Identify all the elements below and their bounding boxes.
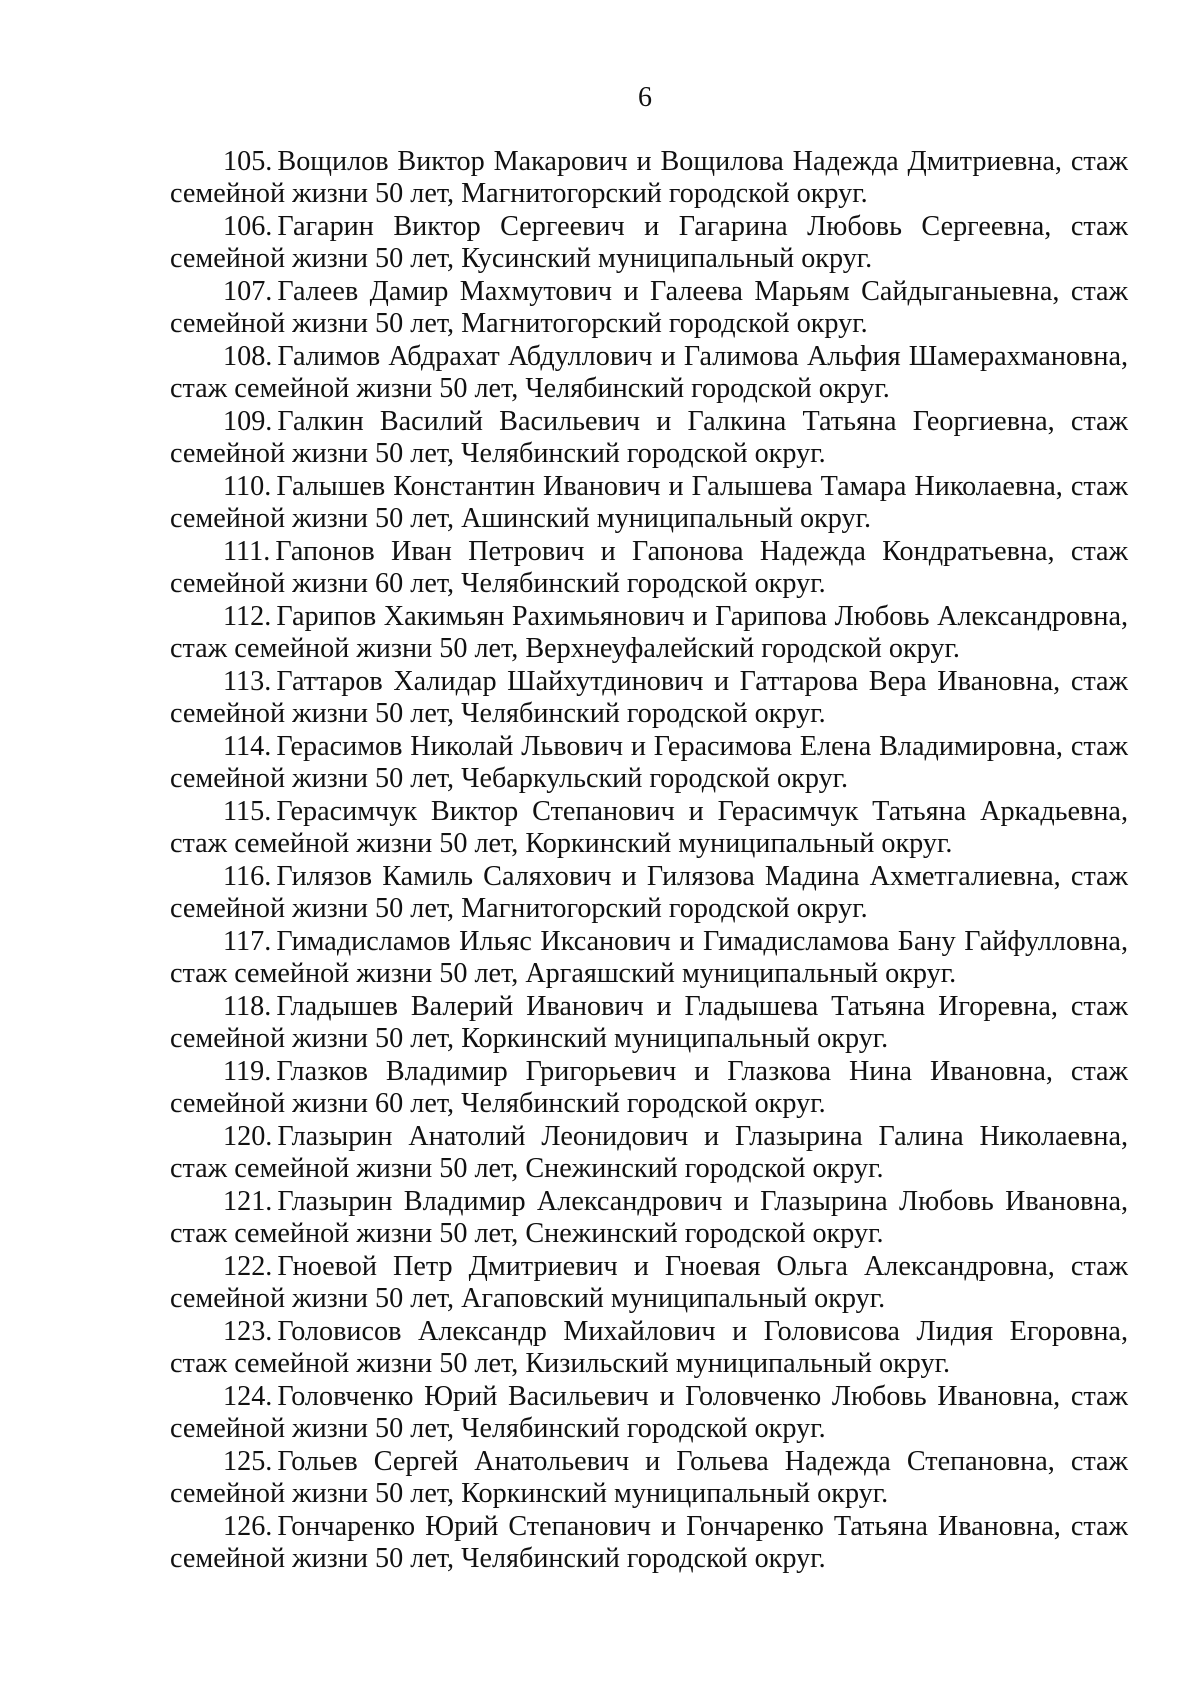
entry-text: Гаттаров Халидар Шайхутдинович и Гаттарова Вера Ивановна, стаж семейной жизни 50 лет, Челябинский городской округ. <box>170 666 1128 729</box>
entry-number: 117. <box>223 926 272 957</box>
entry-text: Гладышев Валерий Иванович и Гладышева Татьяна Игоревна, стаж семейной жизни 50 лет, Коркинский муниципальный округ. <box>170 991 1128 1054</box>
entry-number: 106. <box>223 211 273 242</box>
entry-number: 121. <box>223 1186 273 1217</box>
list-item <box>170 1251 1128 1315</box>
entry-text: Глазырин Владимир Александрович и Глазырина Любовь Ивановна, стаж семейной жизни 50 лет, Снежинский городской округ. <box>170 1186 1128 1249</box>
entry-text: Гноевой Петр Дмитриевич и Гноевая Ольга Александровна, стаж семейной жизни 50 лет, Агаповский муниципальный округ. <box>170 1251 1128 1314</box>
entry-text: Гагарин Виктор Сергеевич и Гагарина Любовь Сергеевна, стаж семейной жизни 50 лет, Кусинский муниципальный округ. <box>170 211 1128 274</box>
list-item <box>170 926 1128 990</box>
entry-text: Головченко Юрий Васильевич и Головченко Любовь Ивановна, стаж семейной жизни 50 лет, Челябинский городской округ. <box>170 1381 1128 1444</box>
entry-text: Головисов Александр Михайлович и Головисова Лидия Егоровна, стаж семейной жизни 50 лет, Кизильский муниципальный округ. <box>170 1316 1128 1379</box>
entry-text: Гапонов Иван Петрович и Гапонова Надежда Кондратьевна, стаж семейной жизни 60 лет, Челябинский городской округ. <box>170 536 1128 599</box>
list-item <box>170 211 1128 275</box>
list-item <box>170 1381 1128 1445</box>
entry-number: 118. <box>223 991 272 1022</box>
entry-text: Вощилов Виктор Макарович и Вощилова Надежда Дмитриевна, стаж семейной жизни 50 лет, Магнитогорский городской округ. <box>170 146 1128 209</box>
list-item <box>170 666 1128 730</box>
list-item <box>170 796 1128 860</box>
entry-text: Гилязов Камиль Саляхович и Гилязова Мадина Ахметгалиевна, стаж семейной жизни 50 лет, Магнитогорский городской округ. <box>170 861 1128 924</box>
entry-number: 109. <box>223 406 273 437</box>
entry-number: 116. <box>223 861 272 892</box>
list-item <box>170 536 1128 600</box>
list-item <box>170 1511 1128 1575</box>
entry-number: 108. <box>223 341 273 372</box>
list-item <box>170 406 1128 470</box>
list-item <box>170 471 1128 535</box>
list-item <box>170 991 1128 1055</box>
list-item <box>170 146 1128 210</box>
entry-number: 110. <box>223 471 272 502</box>
entry-text: Галеев Дамир Махмутович и Галеева Марьям Сайдыганыевна, стаж семейной жизни 50 лет, Магнитогорский городской округ. <box>170 276 1128 339</box>
entry-text: Гарипов Хакимьян Рахимьянович и Гарипова Любовь Александровна, стаж семейной жизни 50 лет, Верхнеуфалейский городской округ. <box>170 601 1128 664</box>
entry-number: 126. <box>223 1511 273 1542</box>
entry-text: Галимов Абдрахат Абдуллович и Галимова Альфия Шамерахмановна, стаж семейной жизни 50 лет, Челябинский городской округ. <box>170 341 1128 404</box>
entry-number: 112. <box>223 601 272 632</box>
entry-text: Гольев Сергей Анатольевич и Гольева Надежда Степановна, стаж семейной жизни 50 лет, Коркинский муниципальный округ. <box>170 1446 1128 1509</box>
entry-text: Герасимчук Виктор Степанович и Герасимчук Татьяна Аркадьевна, стаж семейной жизни 50 лет, Коркинский муниципальный округ. <box>170 796 1128 859</box>
entry-number: 125. <box>223 1446 273 1477</box>
list-item <box>170 341 1128 405</box>
entry-number: 124. <box>223 1381 273 1412</box>
entry-number: 115. <box>223 796 272 827</box>
list-item <box>170 861 1128 925</box>
list-item <box>170 1316 1128 1380</box>
entry-number: 123. <box>223 1316 273 1347</box>
entry-text: Глазырин Анатолий Леонидович и Глазырина Галина Николаевна, стаж семейной жизни 50 лет, Снежинский городской округ. <box>170 1121 1128 1184</box>
entry-number: 107. <box>223 276 273 307</box>
entry-number: 114. <box>223 731 272 762</box>
list-item <box>170 601 1128 665</box>
list-item <box>170 731 1128 795</box>
entry-text: Герасимов Николай Львович и Герасимова Елена Владимировна, стаж семейной жизни 50 лет, Чебаркульский городской округ. <box>170 731 1128 794</box>
entry-number: 111. <box>223 536 271 567</box>
list-item <box>170 1056 1128 1120</box>
entry-list <box>170 146 1128 1576</box>
entry-number: 119. <box>223 1056 272 1087</box>
list-item <box>170 1186 1128 1250</box>
entry-text: Галкин Василий Васильевич и Галкина Татьяна Георгиевна, стаж семейной жизни 50 лет, Челябинский городской округ. <box>170 406 1128 469</box>
entry-number: 122. <box>223 1251 273 1282</box>
entry-number: 105. <box>223 146 273 177</box>
entry-number: 113. <box>223 666 272 697</box>
entry-text: Гимадисламов Ильяс Иксанович и Гимадисламова Бану Гайфулловна, стаж семейной жизни 50 лет, Аргаяшский муниципальный округ. <box>170 926 1128 989</box>
list-item <box>170 276 1128 340</box>
entry-text: Гончаренко Юрий Степанович и Гончаренко Татьяна Ивановна, стаж семейной жизни 50 лет, Челябинский городской округ. <box>170 1511 1128 1574</box>
list-item <box>170 1446 1128 1510</box>
list-item <box>170 1121 1128 1185</box>
entry-text: Глазков Владимир Григорьевич и Глазкова Нина Ивановна, стаж семейной жизни 60 лет, Челябинский городской округ. <box>170 1056 1128 1119</box>
entry-number: 120. <box>223 1121 273 1152</box>
page-number: 6 <box>638 82 652 113</box>
entry-text: Галышев Константин Иванович и Галышева Тамара Николаевна, стаж семейной жизни 50 лет, Ашинский муниципальный округ. <box>170 471 1128 534</box>
